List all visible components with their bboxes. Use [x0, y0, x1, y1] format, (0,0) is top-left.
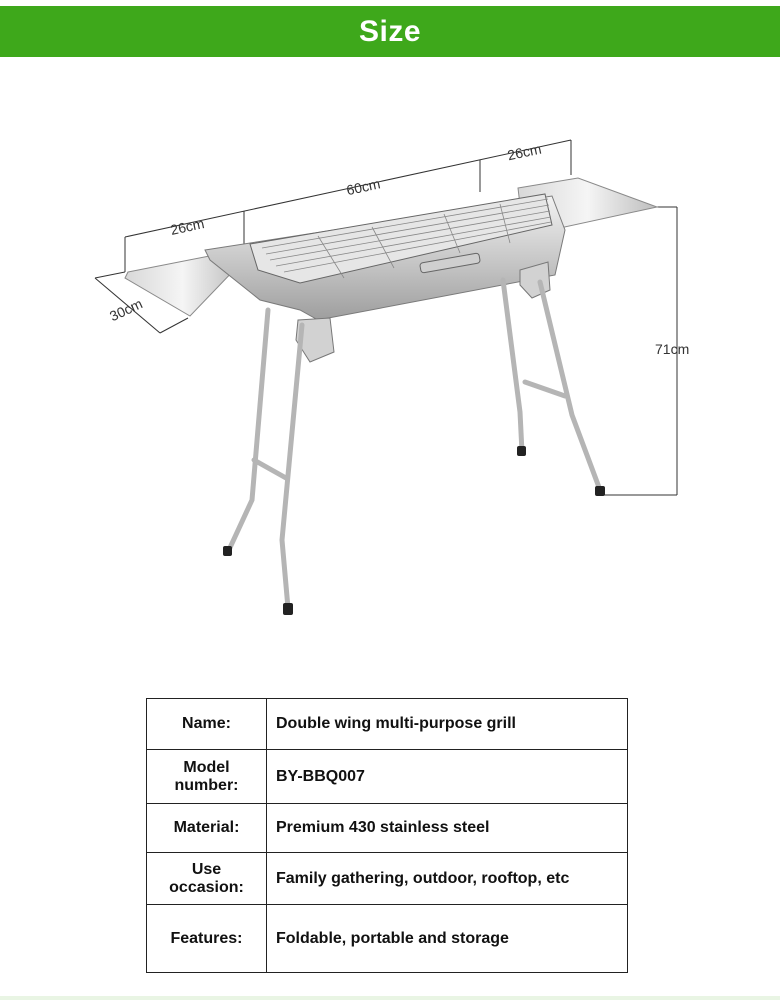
leg-feet	[223, 446, 605, 615]
section-title: Size	[358, 14, 422, 48]
spec-value: Double wing multi-purpose grill	[267, 699, 628, 750]
spec-value: BY-BBQ007	[267, 750, 628, 804]
dimension-label-right-wing: 26cm	[505, 140, 543, 164]
spec-label: Name:	[147, 699, 267, 750]
spec-value: Family gathering, outdoor, rooftop, etc	[267, 853, 628, 905]
spec-row-material	[147, 804, 628, 853]
section-header	[0, 6, 780, 57]
spec-value: Premium 430 stainless steel	[267, 804, 628, 853]
spec-label-text: Model number:	[174, 758, 239, 794]
spec-row-model	[147, 750, 628, 804]
spec-row-name	[147, 699, 628, 750]
dimension-label-depth: 30cm	[107, 295, 145, 325]
spec-label	[147, 750, 267, 804]
grill-dimension-illustration	[0, 60, 780, 680]
spec-label: Features:	[147, 905, 267, 973]
dimension-label-left-wing: 26cm	[168, 215, 206, 238]
dimension-label-body-length: 60cm	[344, 175, 382, 199]
bottom-divider	[0, 996, 780, 1000]
spec-label: Material:	[147, 804, 267, 853]
grill-legs	[228, 280, 600, 608]
spec-row-features	[147, 905, 628, 973]
spec-value: Foldable, portable and storage	[267, 905, 628, 973]
spec-table	[146, 698, 628, 973]
spec-label	[147, 853, 267, 905]
spec-row-use	[147, 853, 628, 905]
dimension-label-height: 71cm	[655, 341, 690, 357]
spec-label-text: Use occasion:	[169, 860, 244, 896]
